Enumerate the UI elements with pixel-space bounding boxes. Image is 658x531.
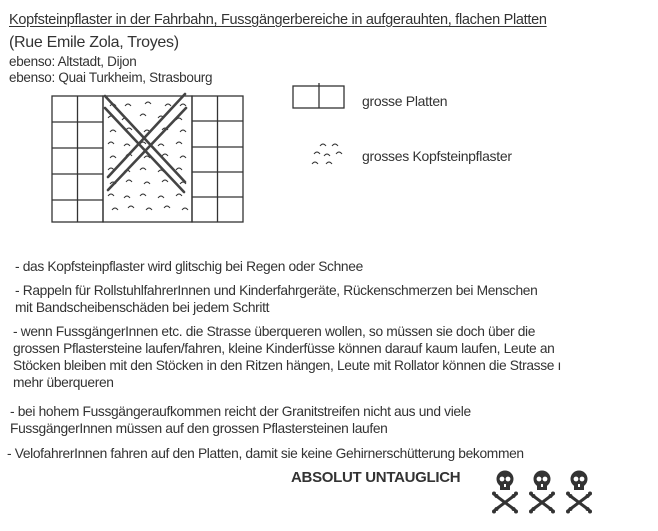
also-location-1: ebenso: Altstadt, Dijon (9, 54, 137, 69)
street-diagram (0, 82, 260, 232)
point-line: mit Bandscheibenschäden bei jedem Schritt (15, 300, 270, 315)
point-crossing (13, 323, 561, 391)
cobblestone-pattern-icon (308, 140, 353, 170)
point-rattling (15, 282, 537, 316)
point-cyclists (7, 445, 524, 462)
also-location-2: ebenso: Quai Turkheim, Strasbourg (9, 70, 213, 85)
point-line: - wenn FussgängerInnen etc. die Strasse überqueren wollen, so müssen sie doch über die (13, 324, 536, 339)
point-slippery (15, 258, 363, 275)
page-title: Kopfsteinpflaster in der Fahrbahn, Fussgängerbereiche in aufgerauhten, flachen Platten (9, 12, 547, 28)
location-subtitle: (Rue Emile Zola, Troyes) (9, 34, 179, 51)
point-line: - Rappeln für RollstuhlfahrerInnen und Kinderfahrgeräte, Rückenschmerzen bei Menschen (15, 283, 538, 298)
point-pedestrian-volume (10, 403, 471, 437)
point-line: - bei hohem Fussgängeraufkommen reicht der Granitstreifen nicht aus und viele (10, 404, 471, 419)
point-line: grossen Pflastersteine laufen/fahren, kleine Kinderfüsse können darauf kaum laufen, Leute an (13, 341, 555, 356)
point-line: - das Kopfsteinpflaster wird glitschig bei Regen oder Schnee (15, 259, 363, 274)
verdict-label: ABSOLUT UNTAUGLICH (291, 469, 461, 486)
point-line: - VelofahrerInnen fahren auf den Platten, damit sie keine Gehirnerschütterung bekommen (7, 446, 524, 461)
slab-grid-icon (290, 82, 350, 112)
legend-label-cobblestones: grosses Kopfsteinpflaster (362, 148, 512, 164)
point-line: mehr überqueren (13, 375, 114, 390)
point-line: FussgängerInnen müssen auf den grossen Pflastersteinen laufen (10, 421, 388, 436)
point-line: Stöcken bleiben mit den Stöcken in den Ritzen hängen, Leute mit Rollator können die Strasse ı (13, 358, 562, 373)
legend-label-slabs: grosse Platten (362, 93, 448, 109)
skull-crossbones-icon (490, 468, 610, 518)
